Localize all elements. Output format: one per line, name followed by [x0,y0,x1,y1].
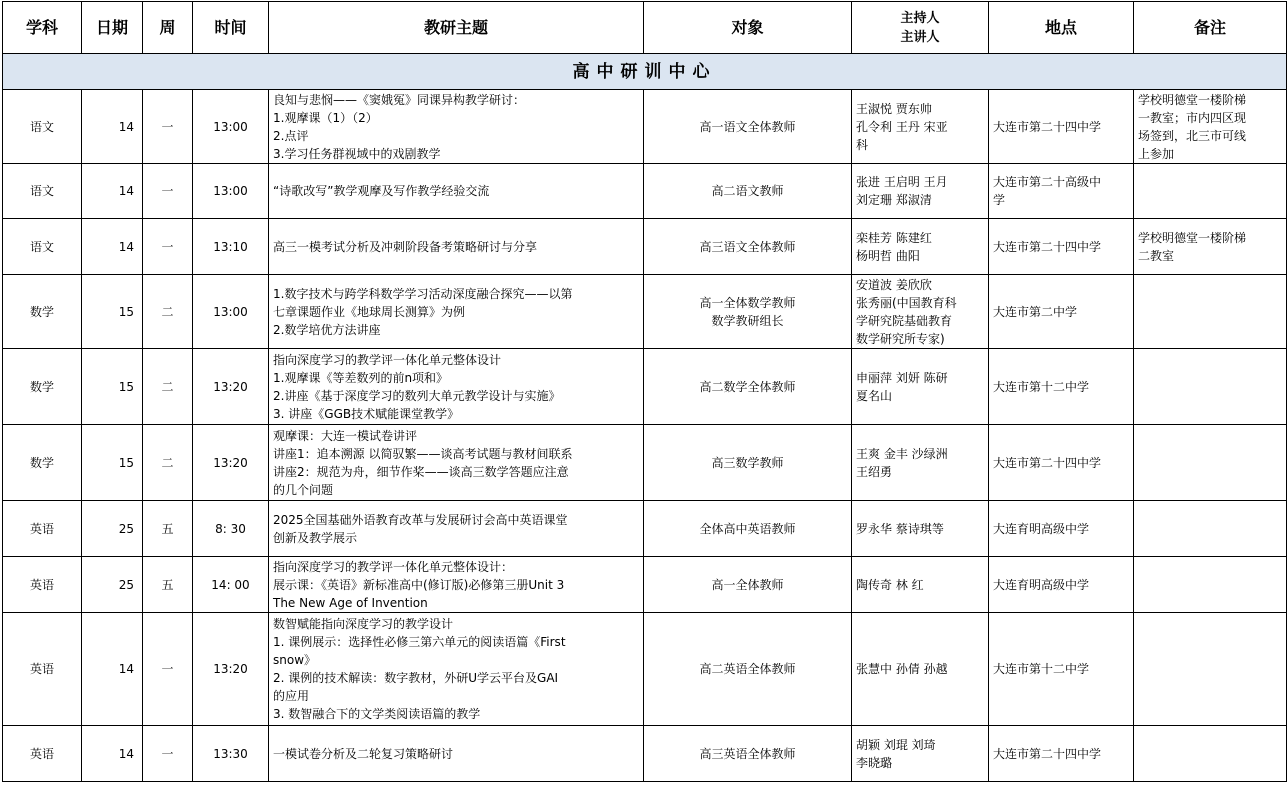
table-row [3,557,1287,613]
cell-topic-line: 讲座2：规范为舟，细节作桨——谈高三数学答题应注意 [273,464,569,479]
cell-place-line: 大连市第二十高级中 [993,175,1102,189]
cell-host [852,275,989,349]
cell-topic-line: 2.数学培优方法讲座 [273,322,381,337]
cell-topic [269,557,644,613]
cell-target [644,275,852,349]
cell-week: 二 [143,425,193,501]
cell-date: 14 [82,613,143,726]
cell-date: 15 [82,425,143,501]
header-topic: 教研主题 [269,2,644,54]
cell-time: 13:00 [193,90,269,164]
cell-topic-line: 数智赋能指向深度学习的教学设计 [273,617,454,631]
cell-subject: 英语 [3,557,82,613]
header-host-text: 主持人 主讲人 [900,10,940,45]
cell-topic-line: 2.讲座《基于深度学习的数列大单元教学设计与实施》 [273,388,561,403]
cell-week: 一 [143,613,193,726]
cell-host-line: 王淑悦 贾东帅 [856,101,932,116]
cell-place-line: 大连育明高级中学 [993,577,1090,592]
cell-week: 一 [143,164,193,219]
cell-host [852,557,989,613]
cell-place [989,164,1134,219]
cell-subject: 语文 [3,90,82,164]
cell-time: 13:00 [193,164,269,219]
cell-host-line: 刘定珊 郑淑清 [856,193,932,207]
cell-week: 二 [143,349,193,425]
cell-target [644,164,852,219]
cell-topic [269,726,644,782]
cell-topic [269,613,644,726]
table-row [3,219,1287,275]
cell-topic-line: 七章课题作业《地球周长测算》为例 [273,304,466,319]
cell-host-line: 栾桂芳 陈建红 [856,230,932,245]
cell-date: 15 [82,349,143,425]
cell-target-line: 高一全体教师 [711,577,784,592]
cell-topic-line: 3.学习任务群视域中的戏剧教学 [273,146,441,161]
header-week: 周 [143,2,193,54]
cell-time: 14: 00 [193,557,269,613]
cell-topic-line: 观摩课：大连一模试卷讲评 [273,428,418,443]
cell-host-line: 王爽 金丰 沙绿洲 [856,446,948,461]
cell-place-line: 大连市第二十四中学 [993,119,1102,134]
table-row [3,349,1287,425]
cell-host-line: 张进 王启明 王月 [856,175,948,189]
cell-note [1134,90,1287,164]
cell-target-line: 数学教研组长 [711,313,784,328]
cell-topic [269,501,644,557]
cell-topic-line: 展示课：《英语》新标准高中(修订版)必修第三册Unit 3 [273,577,565,592]
cell-topic-line: 的应用 [273,689,310,703]
cell-host-line: 王绍勇 [856,464,893,479]
cell-week: 五 [143,557,193,613]
cell-target [644,90,852,164]
cell-topic [269,275,644,349]
cell-place-line: 大连市第二中学 [993,304,1078,319]
cell-topic-line: 一模试卷分析及二轮复习策略研讨 [273,746,454,761]
cell-topic-line: 1.数字技术与跨学科数学学习活动深度融合探究——以第 [273,286,573,301]
cell-place-line: 大连市第二十四中学 [993,455,1102,470]
cell-target-line: 高二语文教师 [711,184,784,198]
cell-host-line: 李晓璐 [856,755,893,770]
cell-host-line: 安道波 姜欣欣 [856,277,932,292]
cell-place [989,557,1134,613]
table-row [3,90,1287,164]
cell-place [989,726,1134,782]
cell-place [989,349,1134,425]
header-place: 地点 [989,2,1134,54]
cell-note-line: 场签到，北三市可线 [1138,128,1247,143]
cell-target [644,219,852,275]
cell-note-line: 一教室；市内四区现 [1138,110,1247,125]
cell-note [1134,164,1287,219]
cell-subject: 数学 [3,425,82,501]
cell-note-line: 学校明德堂一楼阶梯 [1138,92,1247,107]
header-subject: 学科 [3,2,82,54]
cell-subject: 语文 [3,164,82,219]
cell-time: 13:30 [193,726,269,782]
cell-topic-line: 2.点评 [273,128,309,143]
cell-place-line: 学 [993,193,1006,207]
cell-host-line: 张秀丽(中国教育科 [856,295,957,310]
cell-time: 13:20 [193,613,269,726]
cell-topic-line: 3. 讲座《GGB技术赋能课堂教学》 [273,406,460,421]
cell-subject: 英语 [3,613,82,726]
cell-target-line: 高一全体数学教师 [699,295,796,310]
cell-note-line: 学校明德堂一楼阶梯 [1138,230,1247,245]
cell-topic-line: 的几个问题 [273,482,334,497]
cell-topic-line: 1.观摩课（1）（2） [273,110,378,125]
cell-target-line: 高三语文全体教师 [699,239,796,254]
cell-subject: 英语 [3,501,82,557]
header-note: 备注 [1134,2,1287,54]
cell-subject: 语文 [3,219,82,275]
cell-place [989,613,1134,726]
cell-subject: 英语 [3,726,82,782]
cell-note-line: 二教室 [1138,248,1175,263]
cell-topic-line: 高三一模考试分析及冲刺阶段备考策略研讨与分享 [273,239,538,254]
cell-topic-line: 创新及教学展示 [273,530,358,545]
cell-target-line: 高二数学全体教师 [699,379,796,394]
section-title: 高中研训中心 [3,54,1287,90]
cell-place-line: 大连市第二十四中学 [993,746,1102,761]
header-row [3,2,1287,54]
cell-host-line: 学研究院基础教育 [856,313,953,328]
cell-note [1134,349,1287,425]
cell-host [852,164,989,219]
cell-topic-line: 良知与悲悯——《窦娥冤》同课异构教学研讨： [273,92,526,107]
cell-topic-line: snow》 [273,653,317,667]
section-band [3,54,1287,90]
cell-host [852,425,989,501]
cell-place [989,425,1134,501]
cell-host-line: 胡颖 刘琨 刘琦 [856,737,936,752]
cell-week: 一 [143,90,193,164]
cell-host-line: 数学研究所专家) [856,331,945,346]
cell-place [989,501,1134,557]
cell-subject: 数学 [3,275,82,349]
cell-note [1134,275,1287,349]
cell-topic [269,164,644,219]
cell-topic-line: The New Age of Invention [273,595,428,610]
cell-target-line: 高三英语全体教师 [699,746,796,761]
table-row [3,501,1287,557]
cell-place [989,275,1134,349]
cell-topic-line: 1. 课例展示：选择性必修三第六单元的阅读语篇《First [273,635,566,649]
cell-date: 14 [82,219,143,275]
cell-note [1134,726,1287,782]
table-row [3,613,1287,726]
cell-host-line: 科 [856,137,869,152]
cell-host-line: 罗永华 蔡诗琪等 [856,521,944,536]
header-time: 时间 [193,2,269,54]
cell-host-line: 陶传奇 林 红 [856,577,924,592]
cell-target [644,501,852,557]
cell-target [644,557,852,613]
cell-week: 一 [143,726,193,782]
cell-week: 一 [143,219,193,275]
cell-place-line: 大连市第十二中学 [993,662,1090,676]
cell-host [852,90,989,164]
cell-target [644,425,852,501]
cell-note-line: 上参加 [1138,146,1175,161]
cell-place-line: 大连市第十二中学 [993,379,1090,394]
cell-note [1134,613,1287,726]
cell-target [644,613,852,726]
schedule-table [2,1,1287,782]
cell-topic-line: 指向深度学习的教学评一体化单元整体设计 [273,352,502,367]
cell-time: 13:20 [193,425,269,501]
cell-place [989,90,1134,164]
cell-week: 二 [143,275,193,349]
cell-note [1134,219,1287,275]
cell-target-line: 全体高中英语教师 [699,521,796,536]
cell-subject: 数学 [3,349,82,425]
cell-topic [269,90,644,164]
cell-date: 25 [82,501,143,557]
cell-host [852,501,989,557]
table-row [3,164,1287,219]
cell-topic-line: 1.观摩课《等差数列的前n项和》 [273,370,449,385]
cell-topic-line: “诗歌改写”教学观摩及写作教学经验交流 [273,184,490,198]
cell-topic [269,425,644,501]
cell-date: 25 [82,557,143,613]
cell-time: 8: 30 [193,501,269,557]
cell-topic-line: 3. 数智融合下的文学类阅读语篇的教学 [273,707,481,721]
cell-host [852,613,989,726]
cell-target [644,726,852,782]
table-row [3,425,1287,501]
cell-place [989,219,1134,275]
header-date: 日期 [82,2,143,54]
cell-time: 13:20 [193,349,269,425]
cell-note [1134,557,1287,613]
cell-host-line: 张慧中 孙倩 孙越 [856,662,948,676]
cell-host-line: 杨明哲 曲阳 [856,248,920,263]
cell-host-line: 申丽萍 刘妍 陈研 [856,370,948,385]
cell-topic [269,349,644,425]
table-row [3,726,1287,782]
cell-place-line: 大连育明高级中学 [993,521,1090,536]
cell-target-line: 高三数学教师 [711,455,784,470]
table-row [3,275,1287,349]
cell-target-line: 高二英语全体教师 [699,662,796,676]
header-target: 对象 [644,2,852,54]
cell-note [1134,425,1287,501]
cell-host [852,219,989,275]
cell-time: 13:10 [193,219,269,275]
cell-place-line: 大连市第二十四中学 [993,239,1102,254]
cell-host [852,726,989,782]
cell-date: 14 [82,726,143,782]
cell-week: 五 [143,501,193,557]
cell-topic-line: 指向深度学习的教学评一体化单元整体设计： [273,559,514,574]
cell-host-line: 夏名山 [856,388,893,403]
header-host [852,2,989,54]
cell-date: 14 [82,90,143,164]
cell-topic-line: 2025全国基础外语教育改革与发展研讨会高中英语课堂 [273,512,568,527]
cell-topic-line: 2. 课例的技术解读：数字教材，外研U学云平台及GAI [273,671,559,685]
cell-target-line: 高一语文全体教师 [699,119,796,134]
cell-topic [269,219,644,275]
cell-date: 14 [82,164,143,219]
cell-host-line: 孔令利 王丹 宋亚 [856,119,948,134]
cell-date: 15 [82,275,143,349]
cell-target [644,349,852,425]
cell-topic-line: 讲座1：追本溯源 以简驭繁——谈高考试题与教材间联系 [273,446,573,461]
cell-host [852,349,989,425]
cell-note [1134,501,1287,557]
cell-time: 13:00 [193,275,269,349]
